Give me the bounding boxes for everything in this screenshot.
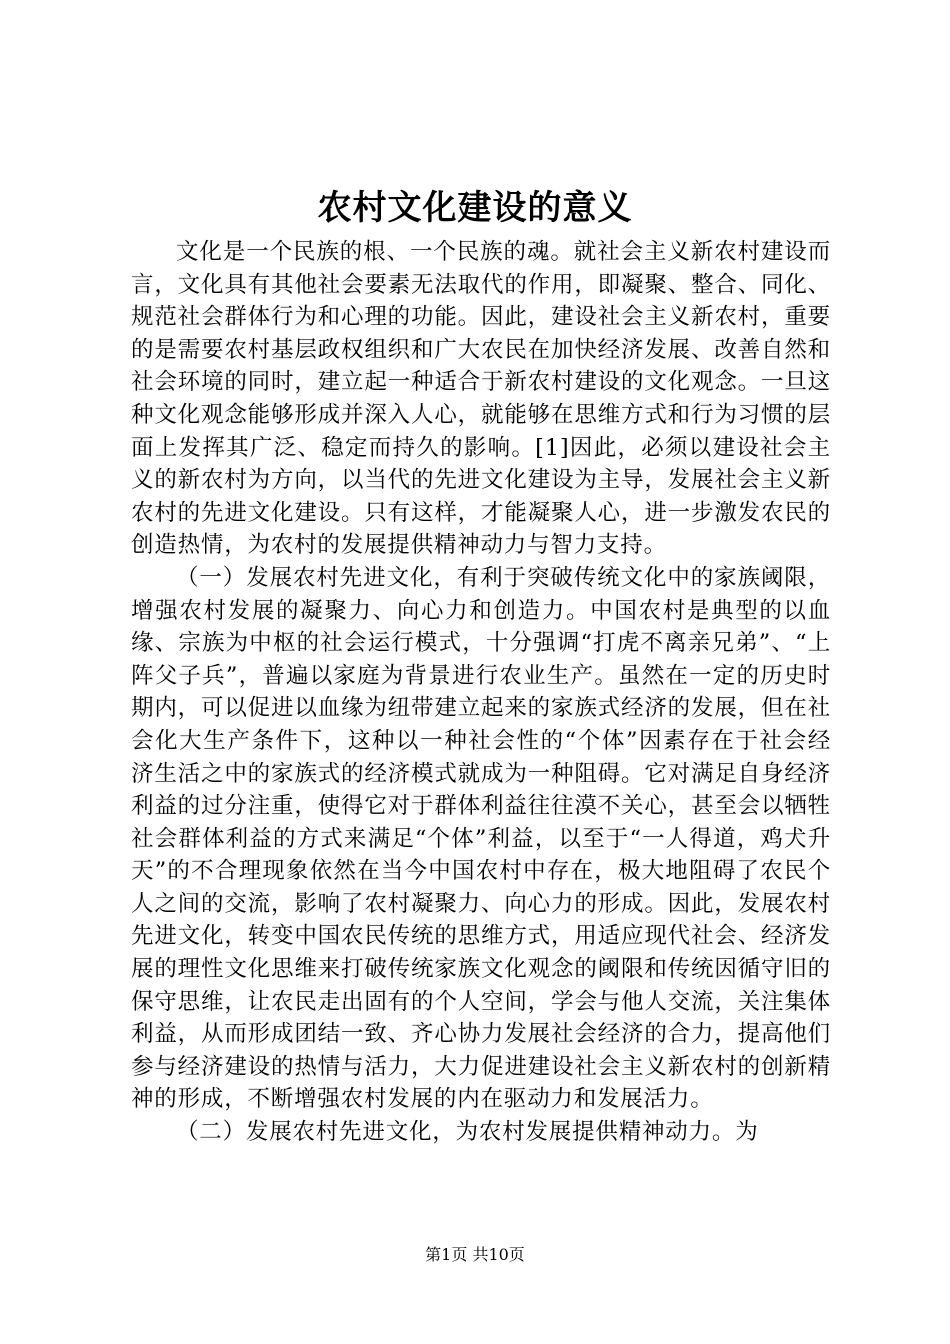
document-title: 农村文化建设的意义 [317,188,633,228]
document-body [131,236,831,1149]
paragraph-section-one: （一）发展农村先进文化，有利于突破传统文化中的家族阈限，增强农村发展的凝聚力、向心力和创造力。中国农村是典型的以血缘、宗族为中枢的社会运行模式，十分强调“打虎不离亲兄弟”、“上阵父子兵”，普遍以家庭为背景进行农业生产。虽然在一定的历史时期内，可以促进以血缘为纽带建立起来的家族式经济的发展，但在社会化大生产条件下，这种以一种社会性的“个体”因素存在于社会经济生活之中的家族式的经济模式就成为一种阻碍。它对满足自身经济利益的过分注重，使得它对于群体利益往往漠不关心，甚至会以牺牲社会群体利益的方式来满足“个体”利益，以至于“一人得道，鸡犬升天”的不合理现象依然在当今中国农村中存在，极大地阻碍了农民个人之间的交流，影响了农村凝聚力、向心力的形成。因此，发展农村先进文化，转变中国农民传统的思维方式，用适应现代社会、经济发展的理性文化思维来打破传统家族文化观念的阈限和传统因循守旧的保守思维，让农民走出固有的个人空间，学会与他人交流，关注集体利益，从而形成团结一致、齐心协力发展社会经济的合力，提高他们参与经济建设的热情与活力，大力促进建设社会主义新农村的创新精神的形成，不断增强农村发展的内在驱动力和发展活力。 [131,564,831,1113]
page-number-footer: 第1页 共10页 [425,1245,525,1264]
paragraph-section-two: （二）发展农村先进文化，为农村发展提供精神动力。为 [176,1119,759,1146]
paragraph-intro: 文化是一个民族的根、一个民族的魂。就社会主义新农村建设而言，文化具有其他社会要素无法取代的作用，即凝聚、整合、同化、规范社会群体行为和心理的功能。因此，建设社会主义新农村，重要的是需要农村基层政权组织和广大农民在加快经济发展、改善自然和社会环境的同时，建立起一种适合于新农村建设的文化观念。一旦这种文化观念能够形成并深入人心，就能够在思维方式和行为习惯的层面上发挥其广泛、稳定而持久的影响。[1]因此，必须以建设社会主义的新农村为方向，以当代的先进文化建设为主导，发展社会主义新农村的先进文化建设。只有这样，才能凝聚人心，进一步激发农民的创造热情，为农村的发展提供精神动力与智力支持。 [131,239,831,559]
